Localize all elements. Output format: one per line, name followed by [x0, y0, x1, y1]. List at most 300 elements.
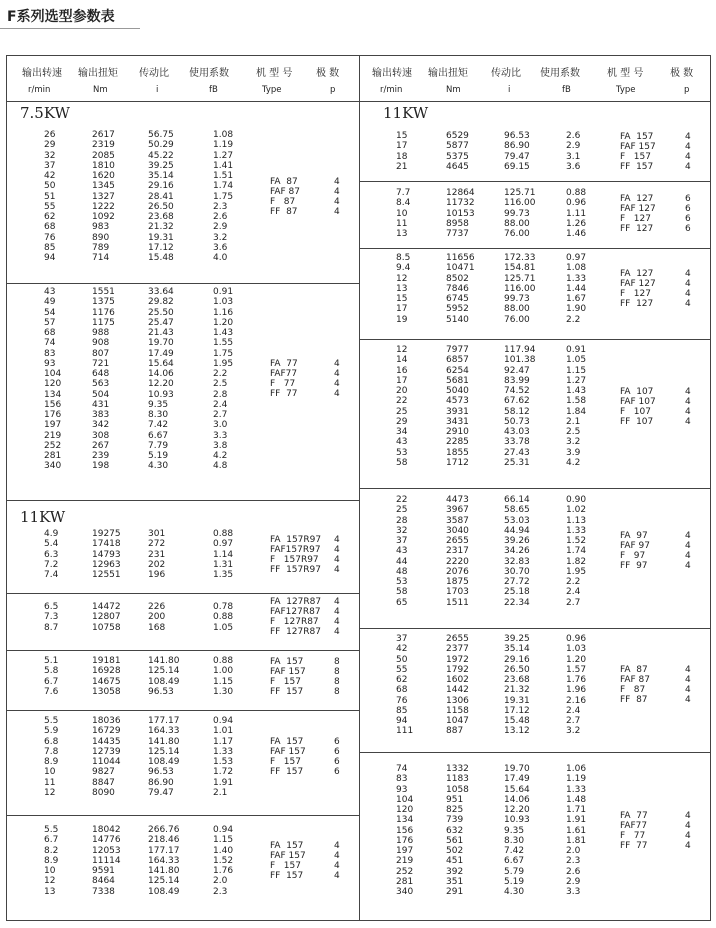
- model-poles: 4: [685, 279, 691, 289]
- model-type: FF 77: [620, 841, 648, 851]
- cell-torque: 504: [92, 389, 110, 400]
- model-poles: 4: [685, 675, 691, 685]
- model-poles: 4: [334, 369, 340, 379]
- cell-ratio: 141.80: [148, 656, 180, 666]
- cell-ratio: 7.42: [504, 846, 525, 856]
- cell-speed: 7.6: [44, 686, 59, 697]
- cell-factor: 0.91: [566, 345, 587, 355]
- cell-speed: 43: [396, 437, 408, 448]
- cell-torque: 12963: [92, 559, 121, 570]
- cell-factor: 1.52: [213, 855, 234, 866]
- group-separator: [360, 628, 711, 629]
- cell-ratio: 34.26: [504, 546, 530, 557]
- cell-factor: 1.03: [566, 644, 587, 655]
- cell-ratio: 79.47: [148, 787, 174, 798]
- cell-speed: 5.8: [44, 666, 59, 677]
- cell-speed: 120: [44, 379, 62, 390]
- title-underline: [0, 28, 140, 29]
- model-poles: 4: [334, 177, 340, 187]
- model-poles: 4: [334, 627, 340, 637]
- model-poles: 4: [334, 607, 340, 617]
- model-type: F 127: [620, 289, 651, 299]
- header-ratio: 传动比: [491, 68, 521, 79]
- cell-ratio: 125.14: [148, 666, 180, 677]
- model-poles: 4: [334, 841, 340, 851]
- header-model: 机 型 号: [607, 68, 644, 79]
- cell-factor: 2.0: [213, 876, 228, 887]
- header-torque: 输出扭矩: [428, 68, 468, 79]
- model-poles: 6: [685, 214, 691, 224]
- cell-factor: 2.16: [566, 695, 587, 706]
- cell-speed: 94: [396, 716, 408, 726]
- model-poles: 4: [685, 685, 691, 695]
- cell-torque: 2076: [446, 566, 469, 577]
- cell-speed: 18: [396, 151, 408, 162]
- cell-speed: 83: [44, 348, 56, 359]
- model-type: FF 87: [270, 207, 298, 217]
- cell-ratio: 53.03: [504, 515, 530, 526]
- cell-torque: 12551: [92, 570, 121, 580]
- cell-factor: 0.97: [566, 253, 587, 263]
- cell-speed: 156: [396, 825, 414, 836]
- cell-factor: 1.19: [213, 140, 234, 151]
- cell-ratio: 21.43: [148, 328, 174, 338]
- cell-speed: 340: [44, 461, 62, 472]
- cell-torque: 1175: [92, 317, 115, 328]
- cell-factor: 1.16: [213, 307, 234, 318]
- model-type: FF 127R87: [270, 627, 321, 637]
- model-type: FF 157: [270, 871, 304, 881]
- cell-factor: 1.13: [566, 515, 587, 526]
- cell-torque: 7977: [446, 345, 469, 355]
- cell-torque: 807: [92, 348, 110, 359]
- cell-factor: 1.20: [566, 654, 587, 665]
- cell-speed: 12: [44, 876, 56, 887]
- cell-factor: 2.1: [213, 787, 228, 798]
- power-heading: 11KW: [383, 104, 429, 122]
- cell-speed: 197: [396, 846, 414, 856]
- cell-speed: 32: [396, 525, 408, 536]
- model-poles: 4: [334, 197, 340, 207]
- cell-ratio: 15.48: [504, 716, 530, 726]
- cell-factor: 2.2: [213, 369, 228, 379]
- cell-speed: 19: [396, 314, 408, 325]
- cell-factor: 1.05: [213, 622, 234, 633]
- cell-torque: 16928: [92, 666, 121, 677]
- page-title: F系列选型参数表: [7, 9, 115, 25]
- cell-factor: 1.91: [213, 777, 234, 788]
- cell-factor: 2.7: [213, 410, 228, 420]
- model-type: FAF 157: [270, 851, 306, 861]
- cell-ratio: 44.94: [504, 525, 530, 536]
- cell-ratio: 22.34: [504, 597, 530, 608]
- cell-speed: 37: [396, 536, 408, 546]
- cell-ratio: 33.78: [504, 437, 530, 448]
- cell-speed: 6.7: [44, 676, 59, 687]
- cell-torque: 5681: [446, 375, 469, 386]
- cell-speed: 32: [44, 150, 56, 161]
- cell-speed: 6.5: [44, 602, 59, 612]
- cell-factor: 3.3: [566, 887, 581, 897]
- model-poles: 4: [685, 162, 691, 172]
- cell-ratio: 17.12: [148, 242, 174, 253]
- cell-ratio: 164.33: [148, 855, 180, 866]
- model-poles: 4: [334, 359, 340, 369]
- cell-speed: 10: [44, 767, 56, 778]
- cell-speed: 8.9: [44, 855, 59, 866]
- cell-torque: 351: [446, 876, 464, 887]
- cell-speed: 28: [396, 515, 408, 526]
- cell-speed: 51: [44, 191, 56, 202]
- cell-speed: 65: [396, 597, 408, 608]
- unit-speed: r/min: [380, 85, 403, 95]
- cell-speed: 252: [44, 440, 62, 451]
- cell-speed: 4.9: [44, 529, 59, 539]
- cell-ratio: 21.32: [504, 685, 530, 696]
- header-torque: 输出扭矩: [78, 68, 118, 79]
- cell-factor: 1.08: [213, 130, 234, 140]
- cell-factor: 1.52: [566, 536, 587, 546]
- unit-speed: r/min: [28, 85, 51, 95]
- cell-speed: 15: [396, 131, 408, 141]
- unit-model: Type: [616, 85, 636, 95]
- model-type: FA 127: [620, 269, 654, 279]
- cell-ratio: 164.33: [148, 726, 180, 737]
- model-type: FA 157: [270, 841, 304, 851]
- cell-speed: 17: [396, 141, 408, 152]
- model-poles: 4: [334, 861, 340, 871]
- cell-torque: 11114: [92, 855, 121, 866]
- model-type: FF 97: [620, 561, 648, 571]
- cell-ratio: 226: [148, 602, 166, 612]
- model-poles: 4: [334, 555, 340, 565]
- cell-ratio: 154.81: [504, 263, 536, 274]
- cell-ratio: 39.25: [148, 160, 174, 171]
- cell-factor: 1.95: [566, 566, 587, 577]
- model-poles: 4: [685, 531, 691, 541]
- cell-ratio: 116.00: [504, 283, 536, 294]
- cell-ratio: 86.90: [504, 141, 530, 152]
- cell-ratio: 9.35: [504, 825, 525, 836]
- model-type: F 87: [270, 197, 296, 207]
- model-poles: 4: [685, 269, 691, 279]
- cell-ratio: 125.14: [148, 746, 180, 757]
- cell-factor: 3.2: [566, 437, 581, 448]
- model-type: FF 127: [620, 299, 654, 309]
- cell-torque: 18042: [92, 825, 121, 835]
- cell-speed: 8.4: [396, 198, 411, 209]
- header-rule-left: [6, 101, 359, 102]
- cell-speed: 21: [396, 161, 408, 172]
- cell-torque: 1183: [446, 774, 469, 785]
- cell-factor: 1.35: [213, 570, 234, 580]
- cell-factor: 1.15: [566, 365, 587, 376]
- cell-ratio: 108.49: [148, 676, 180, 687]
- group-separator: [6, 500, 359, 501]
- cell-speed: 6.8: [44, 736, 59, 747]
- model-poles: 4: [685, 299, 691, 309]
- cell-factor: 1.46: [566, 229, 587, 239]
- cell-factor: 1.61: [566, 825, 587, 836]
- cell-factor: 1.31: [213, 559, 234, 570]
- cell-factor: 3.0: [213, 420, 228, 431]
- cell-torque: 2319: [92, 140, 115, 151]
- cell-ratio: 9.35: [148, 399, 169, 410]
- cell-torque: 632: [446, 825, 464, 836]
- cell-torque: 431: [92, 399, 110, 410]
- cell-factor: 1.41: [213, 160, 234, 171]
- cell-speed: 7.8: [44, 746, 59, 757]
- cell-factor: 0.88: [213, 656, 234, 666]
- cell-ratio: 29.16: [148, 181, 174, 192]
- cell-ratio: 58.12: [504, 406, 530, 417]
- group-separator: [6, 650, 359, 651]
- cell-factor: 0.94: [213, 716, 234, 726]
- cell-ratio: 7.42: [148, 420, 169, 431]
- unit-poles: p: [684, 85, 690, 95]
- cell-torque: 3040: [446, 525, 469, 536]
- cell-factor: 1.57: [566, 664, 587, 675]
- cell-factor: 2.4: [566, 705, 581, 716]
- cell-factor: 1.27: [213, 150, 234, 161]
- cell-torque: 1551: [92, 287, 115, 297]
- cell-speed: 340: [396, 887, 414, 897]
- cell-ratio: 27.43: [504, 447, 530, 458]
- cell-speed: 5.4: [44, 539, 59, 550]
- cell-torque: 1176: [92, 307, 115, 318]
- cell-ratio: 17.49: [504, 774, 530, 785]
- cell-ratio: 10.93: [504, 815, 530, 826]
- cell-speed: 8.9: [44, 757, 59, 767]
- cell-ratio: 125.14: [148, 876, 180, 887]
- cell-speed: 76: [396, 695, 408, 706]
- cell-factor: 3.3: [213, 430, 228, 441]
- cell-factor: 4.8: [213, 461, 228, 472]
- cell-torque: 383: [92, 410, 110, 420]
- cell-ratio: 12.20: [148, 379, 174, 390]
- model-poles: 6: [334, 737, 340, 747]
- cell-factor: 0.91: [213, 287, 234, 297]
- cell-ratio: 88.00: [504, 218, 530, 229]
- unit-factor: fB: [562, 85, 571, 95]
- cell-torque: 1972: [446, 654, 469, 665]
- cell-torque: 951: [446, 794, 464, 805]
- cell-ratio: 108.49: [148, 886, 180, 897]
- cell-speed: 34: [396, 427, 408, 437]
- cell-torque: 8464: [92, 876, 115, 887]
- cell-factor: 1.33: [566, 273, 587, 284]
- cell-torque: 1855: [446, 447, 469, 458]
- cell-factor: 2.1: [566, 416, 581, 427]
- model-poles: 4: [334, 187, 340, 197]
- model-poles: 4: [334, 545, 340, 555]
- cell-ratio: 88.00: [504, 304, 530, 315]
- cell-speed: 48: [396, 566, 408, 577]
- cell-ratio: 28.41: [148, 191, 174, 202]
- model-type: FA 107: [620, 387, 654, 397]
- cell-speed: 22: [396, 396, 408, 407]
- cell-ratio: 26.50: [504, 664, 530, 675]
- cell-ratio: 29.16: [504, 654, 530, 665]
- cell-speed: 12: [396, 273, 408, 284]
- cell-ratio: 50.73: [504, 416, 530, 427]
- cell-torque: 887: [446, 726, 464, 737]
- model-poles: 4: [685, 407, 691, 417]
- cell-torque: 5140: [446, 314, 469, 325]
- cell-speed: 15: [396, 294, 408, 304]
- cell-ratio: 125.71: [504, 273, 536, 284]
- cell-factor: 4.2: [213, 451, 228, 461]
- cell-ratio: 96.53: [504, 131, 530, 141]
- cell-torque: 1345: [92, 181, 115, 192]
- cell-factor: 3.1: [566, 151, 581, 162]
- cell-factor: 1.11: [566, 208, 587, 219]
- model-type: FA 157R97: [270, 535, 322, 545]
- model-type: FAF 87: [620, 675, 650, 685]
- model-type: FF 157: [270, 687, 304, 697]
- cell-ratio: 177.17: [148, 716, 180, 726]
- model-poles: 8: [334, 657, 340, 667]
- cell-speed: 50: [44, 181, 56, 192]
- cell-factor: 1.76: [566, 675, 587, 685]
- cell-torque: 739: [446, 815, 464, 826]
- cell-ratio: 141.80: [148, 736, 180, 747]
- cell-factor: 3.2: [566, 726, 581, 737]
- model-type: FAF 157: [270, 747, 306, 757]
- cell-ratio: 125.71: [504, 188, 536, 198]
- cell-speed: 20: [396, 386, 408, 396]
- model-type: FA 87: [270, 177, 298, 187]
- cell-ratio: 231: [148, 549, 166, 560]
- cell-torque: 17418: [92, 539, 121, 550]
- cell-factor: 0.94: [213, 825, 234, 835]
- cell-ratio: 200: [148, 612, 166, 623]
- cell-factor: 2.4: [213, 399, 228, 410]
- cell-torque: 1092: [92, 212, 115, 222]
- model-poles: 4: [334, 379, 340, 389]
- cell-speed: 12: [396, 345, 408, 355]
- cell-factor: 0.90: [566, 495, 587, 505]
- group-separator: [360, 488, 711, 489]
- model-type: F 127: [620, 214, 651, 224]
- cell-ratio: 172.33: [504, 253, 536, 263]
- cell-ratio: 6.67: [504, 856, 525, 867]
- cell-ratio: 99.73: [504, 208, 530, 219]
- group-separator: [6, 593, 359, 594]
- cell-speed: 5.1: [44, 656, 59, 666]
- model-type: FA 77: [270, 359, 298, 369]
- cell-factor: 1.14: [213, 549, 234, 560]
- model-type: FF 157: [620, 162, 654, 172]
- unit-model: Type: [262, 85, 282, 95]
- power-heading: 11KW: [20, 508, 66, 526]
- cell-ratio: 39.25: [504, 634, 530, 644]
- cell-ratio: 19.31: [504, 695, 530, 706]
- cell-ratio: 19.31: [148, 232, 174, 243]
- cell-torque: 6745: [446, 294, 469, 304]
- cell-ratio: 32.83: [504, 556, 530, 567]
- model-type: FAF77: [270, 369, 298, 379]
- group-separator: [360, 752, 711, 753]
- cell-torque: 451: [446, 856, 464, 867]
- cell-factor: 1.48: [566, 794, 587, 805]
- cell-torque: 890: [92, 232, 110, 243]
- header-poles: 极 数: [670, 68, 694, 79]
- model-poles: 6: [334, 757, 340, 767]
- cell-torque: 10758: [92, 622, 121, 633]
- cell-speed: 58: [396, 587, 408, 598]
- cell-speed: 37: [396, 634, 408, 644]
- cell-torque: 8502: [446, 273, 469, 284]
- cell-speed: 74: [44, 338, 56, 349]
- cell-factor: 0.88: [566, 188, 587, 198]
- cell-speed: 7.2: [44, 559, 59, 570]
- unit-factor: fB: [209, 85, 218, 95]
- cell-ratio: 14.06: [504, 794, 530, 805]
- cell-ratio: 10.93: [148, 389, 174, 400]
- cell-torque: 239: [92, 451, 110, 461]
- cell-ratio: 8.30: [504, 835, 525, 846]
- cell-factor: 1.15: [213, 676, 234, 687]
- cell-factor: 1.75: [213, 191, 234, 202]
- cell-factor: 1.95: [213, 358, 234, 369]
- cell-torque: 1712: [446, 457, 469, 468]
- cell-factor: 1.81: [566, 835, 587, 846]
- cell-factor: 1.33: [566, 784, 587, 795]
- cell-factor: 1.43: [566, 386, 587, 396]
- cell-torque: 6529: [446, 131, 469, 141]
- cell-torque: 6857: [446, 355, 469, 366]
- model-type: F 87: [620, 685, 646, 695]
- header-poles: 极 数: [316, 68, 340, 79]
- cell-speed: 93: [396, 784, 408, 795]
- cell-ratio: 27.72: [504, 577, 530, 587]
- cell-speed: 16: [396, 365, 408, 376]
- model-poles: 4: [334, 871, 340, 881]
- header-speed: 输出转速: [22, 68, 62, 79]
- right-column-header: [360, 55, 710, 101]
- cell-ratio: 5.19: [504, 876, 525, 887]
- cell-factor: 1.96: [566, 685, 587, 696]
- cell-speed: 104: [44, 369, 62, 379]
- header-rule-right: [360, 101, 711, 102]
- cell-speed: 12: [44, 787, 56, 798]
- cell-torque: 563: [92, 379, 110, 390]
- cell-torque: 908: [92, 338, 110, 349]
- cell-torque: 10153: [446, 208, 475, 219]
- cell-speed: 93: [44, 358, 56, 369]
- model-poles: 6: [685, 224, 691, 234]
- cell-factor: 1.06: [566, 764, 587, 774]
- cell-speed: 13: [396, 229, 408, 239]
- cell-torque: 12053: [92, 845, 121, 856]
- model-poles: 6: [685, 194, 691, 204]
- cell-speed: 5.9: [44, 726, 59, 737]
- model-type: FF 87: [620, 695, 648, 705]
- model-type: FA 127: [620, 194, 654, 204]
- model-type: FF 107: [620, 417, 654, 427]
- cell-torque: 1810: [92, 160, 115, 171]
- cell-speed: 17: [396, 304, 408, 315]
- cell-ratio: 117.94: [504, 345, 536, 355]
- cell-ratio: 96.53: [148, 686, 174, 697]
- model-poles: 4: [685, 665, 691, 675]
- cell-ratio: 5.19: [148, 451, 169, 461]
- cell-ratio: 56.75: [148, 130, 174, 140]
- cell-factor: 1.58: [566, 396, 587, 407]
- cell-ratio: 69.15: [504, 161, 530, 172]
- cell-factor: 2.5: [213, 379, 228, 390]
